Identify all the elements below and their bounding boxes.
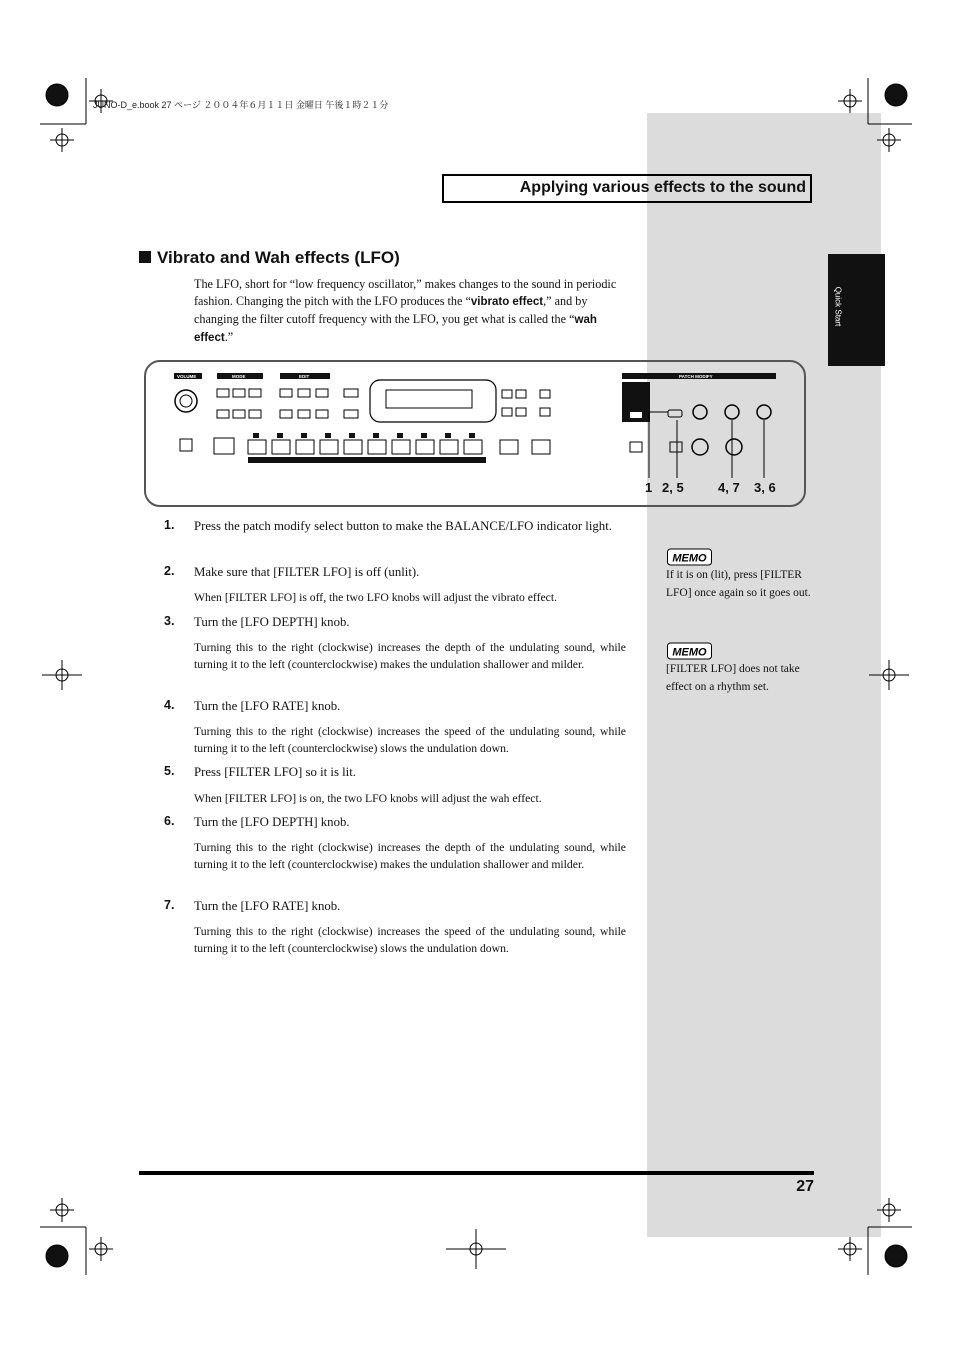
panel-label-edit: EDIT	[299, 374, 310, 379]
intro-bold-wah: wah effect	[194, 314, 597, 344]
step-note: Turning this to the right (clockwise) increases the depth of the undulating sound, while turning it to the left (counterclockwise) makes the undulation shallower and milder.	[194, 841, 626, 871]
intro-text-2: ,” and by changing the filter cutoff frequency with the LFO, you get what is called the “	[194, 294, 588, 326]
section-title: Applying various effects to the sound	[519, 179, 806, 196]
intro-text-1: The LFO, short for “low frequency oscillator,” makes changes to the sound in periodic fashion. Changing the pitch with the LFO produces the “	[194, 277, 617, 308]
panel-label-volume: VOLUME	[177, 374, 197, 379]
panel-label-patch-modify: PATCH MODIFY	[679, 374, 713, 379]
callout-1: 1	[645, 480, 653, 495]
memo-icon	[667, 642, 712, 660]
step-number: 1.	[164, 518, 175, 532]
panel-label-mode: MODE	[232, 374, 246, 379]
step-text: Turn the [LFO RATE] knob.	[194, 899, 341, 913]
step-note: When [FILTER LFO] is off, the two LFO knobs will adjust the vibrato effect.	[194, 591, 558, 604]
callout-4-7: 4, 7	[718, 480, 740, 495]
memo-text: [FILTER LFO] does not take effect on a rhythm set.	[666, 663, 800, 693]
step-note: Turning this to the right (clockwise) increases the depth of the undulating sound, while turning it to the left (counterclockwise) makes the undulation shallower and milder.	[194, 641, 626, 671]
step-number: 6.	[164, 814, 175, 828]
step-number: 2.	[164, 564, 175, 578]
step-note: When [FILTER LFO] is on, the two LFO knobs will adjust the wah effect.	[194, 792, 542, 805]
memo-icon	[667, 548, 712, 566]
step-text: Turn the [LFO RATE] knob.	[194, 699, 341, 713]
heading-text: Vibrato and Wah effects (LFO)	[157, 248, 400, 267]
side-tab-label: Quick Start	[833, 286, 843, 327]
callout-3-6: 3, 6	[754, 480, 776, 495]
step-text: Turn the [LFO DEPTH] knob.	[194, 815, 350, 829]
intro-text-3: .”	[224, 330, 234, 344]
svg-text:MEMO: MEMO	[672, 552, 707, 565]
print-header: JUNO-D_e.book 27 ページ ２００４年６月１１日 金曜日 午後１時２１分	[93, 100, 389, 110]
step-number: 4.	[164, 698, 175, 712]
step-text: Press [FILTER LFO] so it is lit.	[194, 765, 356, 779]
step-text: Turn the [LFO DEPTH] knob.	[194, 615, 350, 629]
step-number: 7.	[164, 898, 175, 912]
intro-paragraph	[194, 276, 634, 347]
step-text: Press the patch modify select button to make the BALANCE/LFO indicator light.	[194, 519, 612, 533]
step-note: Turning this to the right (clockwise) increases the speed of the undulating sound, while turning it to the left (counterclockwise) slows the undulation down.	[194, 925, 626, 955]
heading-square-icon	[139, 251, 151, 263]
intro-bold-vibrato: vibrato effect	[470, 296, 544, 308]
step-number: 3.	[164, 614, 175, 628]
footer-rule	[139, 1171, 814, 1175]
step-number: 5.	[164, 764, 175, 778]
callout-2-5: 2, 5	[662, 480, 684, 495]
panel-drawing	[144, 360, 806, 507]
heading	[139, 248, 400, 268]
step-note: Turning this to the right (clockwise) increases the speed of the undulating sound, while turning it to the left (counterclockwise) slows the undulation down.	[194, 725, 626, 755]
step-text: Make sure that [FILTER LFO] is off (unlit).	[194, 565, 420, 579]
page-number: 27	[796, 1178, 814, 1195]
memo-text: If it is on (lit), press [FILTER LFO] once again so it goes out.	[666, 569, 811, 599]
svg-text:MEMO: MEMO	[672, 646, 707, 659]
